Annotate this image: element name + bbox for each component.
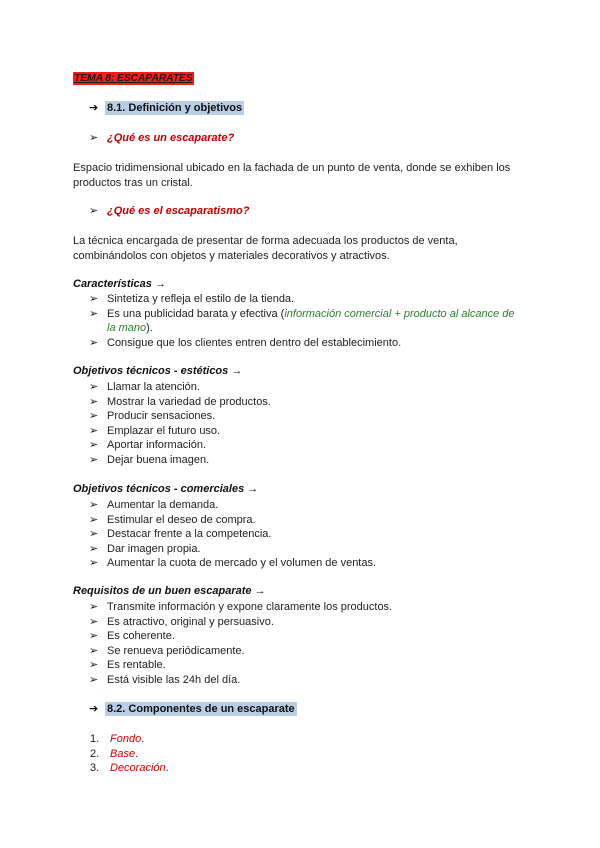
list-item bbox=[89, 424, 271, 439]
list-item-text: Es coherente. bbox=[107, 630, 175, 643]
question-escaparatismo bbox=[89, 204, 249, 217]
list-item-text: Es atractivo, original y persuasivo. bbox=[107, 615, 274, 628]
arrow-right-icon: → bbox=[231, 365, 243, 377]
list-item-text: Está visible las 24h del día. bbox=[107, 673, 241, 686]
list-item bbox=[89, 513, 376, 528]
list-item-text: Producir sensaciones. bbox=[107, 410, 216, 423]
list-item-text: Es una publicidad barata y efectiva ( bbox=[107, 307, 285, 320]
ordered-list-item bbox=[90, 761, 169, 776]
definition-paragraph-2 bbox=[73, 234, 458, 264]
list-item bbox=[89, 629, 392, 644]
triangle-bullet-icon: ➢ bbox=[89, 205, 99, 217]
list-item bbox=[89, 307, 515, 322]
list-item bbox=[89, 292, 515, 307]
list-item-text: Emplazar el futuro uso. bbox=[107, 424, 221, 437]
section-heading-label: 8.2. Componentes de un escaparate bbox=[107, 703, 295, 715]
list-number: 2. bbox=[90, 747, 100, 760]
list-item bbox=[89, 498, 376, 513]
list-item-text: Destacar frente a la competencia. bbox=[107, 528, 272, 541]
question-escaparate bbox=[89, 131, 234, 144]
list-item bbox=[89, 556, 376, 571]
list-item-text: Dejar buena imagen. bbox=[107, 453, 210, 466]
list-number: 3. bbox=[90, 762, 100, 774]
triangle-bullet-icon: ➢ bbox=[89, 673, 99, 686]
list-item-text: Aumentar la demanda. bbox=[107, 499, 219, 511]
list-item bbox=[89, 527, 376, 542]
section-heading-8-1 bbox=[89, 101, 244, 114]
list-item-text: Llamar la atención. bbox=[107, 381, 200, 393]
subheading-requisitos bbox=[73, 585, 266, 597]
triangle-bullet-icon: ➢ bbox=[89, 132, 99, 144]
list-item-text: Base bbox=[110, 747, 136, 760]
list-item-text: ). bbox=[146, 322, 153, 335]
list-item bbox=[89, 673, 392, 688]
definition-paragraph-1 bbox=[73, 161, 510, 191]
triangle-bullet-icon: ➢ bbox=[89, 381, 99, 393]
list-comerciales bbox=[89, 498, 376, 571]
triangle-bullet-icon: ➢ bbox=[89, 293, 99, 305]
list-item-text: Consigue que los clientes entren dentro del establecimiento. bbox=[107, 336, 402, 349]
triangle-bullet-icon: ➢ bbox=[89, 630, 99, 643]
arrow-right-icon: → bbox=[247, 483, 259, 495]
list-item-text: Aportar información. bbox=[107, 439, 207, 452]
triangle-bullet-icon: ➢ bbox=[89, 424, 99, 437]
section-heading-8-2 bbox=[89, 702, 297, 715]
list-item-text: Decoración bbox=[110, 762, 166, 774]
list-caracteristicas bbox=[89, 292, 515, 350]
list-item bbox=[89, 380, 271, 395]
arrow-right-icon: → bbox=[154, 278, 166, 290]
triangle-bullet-icon: ➢ bbox=[89, 453, 99, 466]
triangle-bullet-icon: ➢ bbox=[89, 542, 99, 555]
triangle-bullet-icon: ➢ bbox=[89, 528, 99, 541]
list-item bbox=[89, 542, 376, 557]
list-item-text: Transmite información y expone claramente los productos. bbox=[107, 601, 393, 613]
list-item bbox=[89, 615, 392, 630]
list-item bbox=[89, 453, 271, 468]
highlight-text-green: la mano bbox=[107, 322, 147, 335]
list-item-text: Aumentar la cuota de mercado y el volumen de ventas. bbox=[107, 557, 377, 570]
page-title: TEMA 8: ESCAPARATES bbox=[74, 72, 193, 84]
list-item bbox=[89, 395, 271, 410]
triangle-bullet-icon: ➢ bbox=[89, 615, 99, 628]
list-item-text: Fondo bbox=[110, 733, 142, 745]
triangle-bullet-icon: ➢ bbox=[89, 395, 99, 408]
subheading-esteticos bbox=[73, 365, 242, 377]
list-item-text: Es rentable. bbox=[107, 659, 166, 672]
list-item-end: . bbox=[165, 762, 169, 774]
subheading-caracteristicas bbox=[73, 278, 166, 290]
paragraph-line: Espacio tridimensional ubicado en la fachada de un punto de venta, donde se exhiben los bbox=[73, 162, 511, 174]
list-componentes bbox=[90, 732, 169, 776]
subheading-label: Objetivos técnicos - estéticos bbox=[73, 365, 229, 377]
highlight-text-green: información comercial + producto al alcance de bbox=[284, 307, 515, 320]
list-item-text: Estimular el deseo de compra. bbox=[107, 513, 256, 526]
question-label: ¿Qué es un escaparate? bbox=[107, 132, 235, 144]
triangle-bullet-icon: ➢ bbox=[89, 499, 99, 511]
section-heading-label: 8.1. Definición y objetivos bbox=[107, 102, 243, 114]
list-item-continuation bbox=[89, 321, 515, 336]
list-item-end: . bbox=[135, 747, 139, 760]
triangle-bullet-icon: ➢ bbox=[89, 307, 99, 320]
list-item-text: Se renueva periódicamente. bbox=[107, 644, 245, 657]
arrow-right-icon: ➔ bbox=[89, 703, 99, 715]
paragraph-line: La técnica encargada de presentar de forma adecuada los productos de venta, bbox=[73, 235, 458, 247]
list-number: 1. bbox=[90, 733, 100, 745]
arrow-right-icon: → bbox=[254, 585, 266, 597]
triangle-bullet-icon: ➢ bbox=[89, 659, 99, 672]
question-label: ¿Qué es el escaparatismo? bbox=[107, 205, 250, 217]
triangle-bullet-icon: ➢ bbox=[89, 601, 99, 613]
list-item-end: . bbox=[141, 733, 145, 745]
list-item-text: Mostrar la variedad de productos. bbox=[107, 395, 271, 408]
ordered-list-item bbox=[90, 732, 169, 747]
subheading-label: Requisitos de un buen escaparate bbox=[73, 585, 252, 597]
list-item bbox=[89, 409, 271, 424]
list-item bbox=[89, 658, 392, 673]
subheading-label: Objetivos técnicos - comerciales bbox=[73, 483, 245, 495]
ordered-list-item bbox=[90, 747, 169, 762]
triangle-bullet-icon: ➢ bbox=[89, 644, 99, 657]
subheading-comerciales bbox=[73, 483, 258, 495]
triangle-bullet-icon: ➢ bbox=[89, 336, 99, 349]
arrow-right-icon: ➔ bbox=[89, 102, 99, 114]
list-item bbox=[89, 644, 392, 659]
list-item bbox=[89, 336, 515, 351]
paragraph-line: combinándolos con objetos y materiales decorativos y atractivos. bbox=[73, 250, 390, 262]
triangle-bullet-icon: ➢ bbox=[89, 439, 99, 452]
triangle-bullet-icon: ➢ bbox=[89, 410, 99, 423]
paragraph-line: productos tras un cristal. bbox=[73, 177, 193, 189]
triangle-bullet-icon: ➢ bbox=[89, 557, 99, 570]
list-esteticos bbox=[89, 380, 271, 468]
list-item-text: Dar imagen propia. bbox=[107, 542, 201, 555]
subheading-label: Características bbox=[73, 278, 152, 290]
list-item bbox=[89, 600, 392, 615]
triangle-bullet-icon: ➢ bbox=[89, 513, 99, 526]
list-item-text: Sintetiza y refleja el estilo de la tienda. bbox=[107, 293, 295, 305]
list-requisitos bbox=[89, 600, 392, 688]
list-item bbox=[89, 438, 271, 453]
